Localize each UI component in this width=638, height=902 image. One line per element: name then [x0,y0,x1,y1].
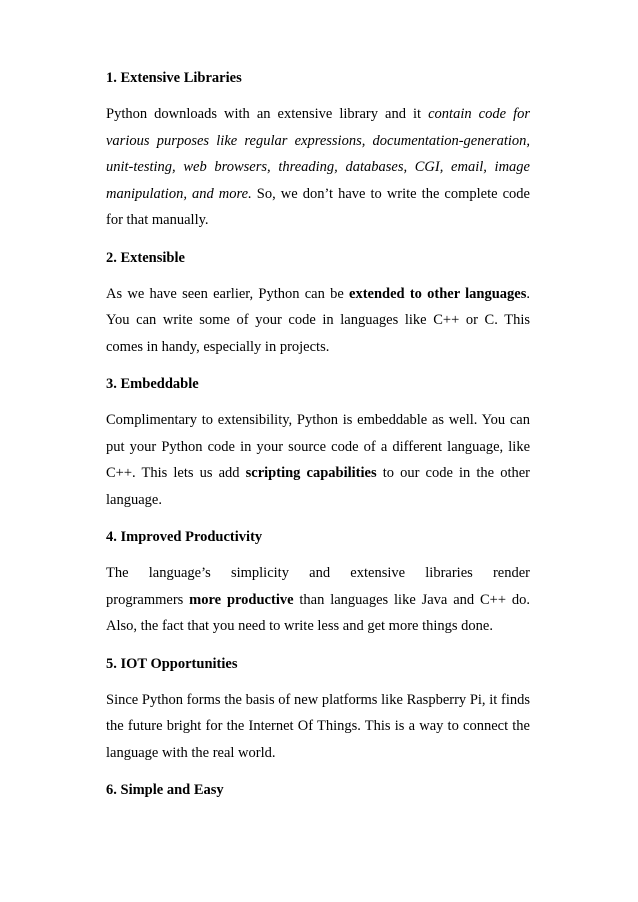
paragraph-extensible [106,281,530,361]
section-heading-extensive-libraries: 1. Extensive Libraries [106,70,242,86]
text-run: . You can write some of your code in languages like C++ or C. This comes in handy, especially in projects. [106,285,530,355]
text-run: programmers [106,591,190,608]
text-run: So, we don’t have to write the complete code for that manually. [106,185,530,228]
italic-text-run: contain code for various purposes like regular expressions, documentation-generation, unit-testing, web browsers, threading, databases, CGI, email, image manipulation, and more. [106,106,530,202]
paragraph-extensive-libraries [106,101,530,234]
bold-text-run: extended to other languages [349,285,527,302]
bold-text-run: more productive [189,591,294,608]
text-run: Python downloads with an extensive library and it [106,106,429,122]
text-run: to our code in the other language. [106,465,530,508]
section-heading-iot-opportunities: 5. IOT Opportunities [106,655,238,672]
section-heading-simple-and-easy: 6. Simple and Easy [106,782,224,798]
text-run: Complimentary to extensibility, Python is embeddable as well. You can put your Python code in your source code of a different language, like C++. This lets us add [106,412,530,481]
paragraph-iot-opportunities: Since Python forms the basis of new platforms like Raspberry Pi, it finds the future bright for the Internet Of Things. This is a way to connect the language with the real world. [106,691,530,761]
text-run: As we have seen earlier, Python can be [106,285,350,302]
paragraph-embeddable [106,407,530,513]
paragraph-improved-productivity [106,587,530,640]
section-heading-improved-productivity: 4. Improved Productivity [106,529,263,545]
text-run: than languages like Java and C++ do. Also, the fact that you need to write less and get more things done. [106,591,530,634]
paragraph-improved-productivity-line-1: The language’s simplicity and extensive libraries render [106,565,530,581]
document-page [106,68,530,800]
section-heading-extensible: 2. Extensible [106,249,185,266]
section-heading-embeddable: 3. Embeddable [106,376,199,392]
bold-text-run: scripting capabilities [245,465,377,481]
